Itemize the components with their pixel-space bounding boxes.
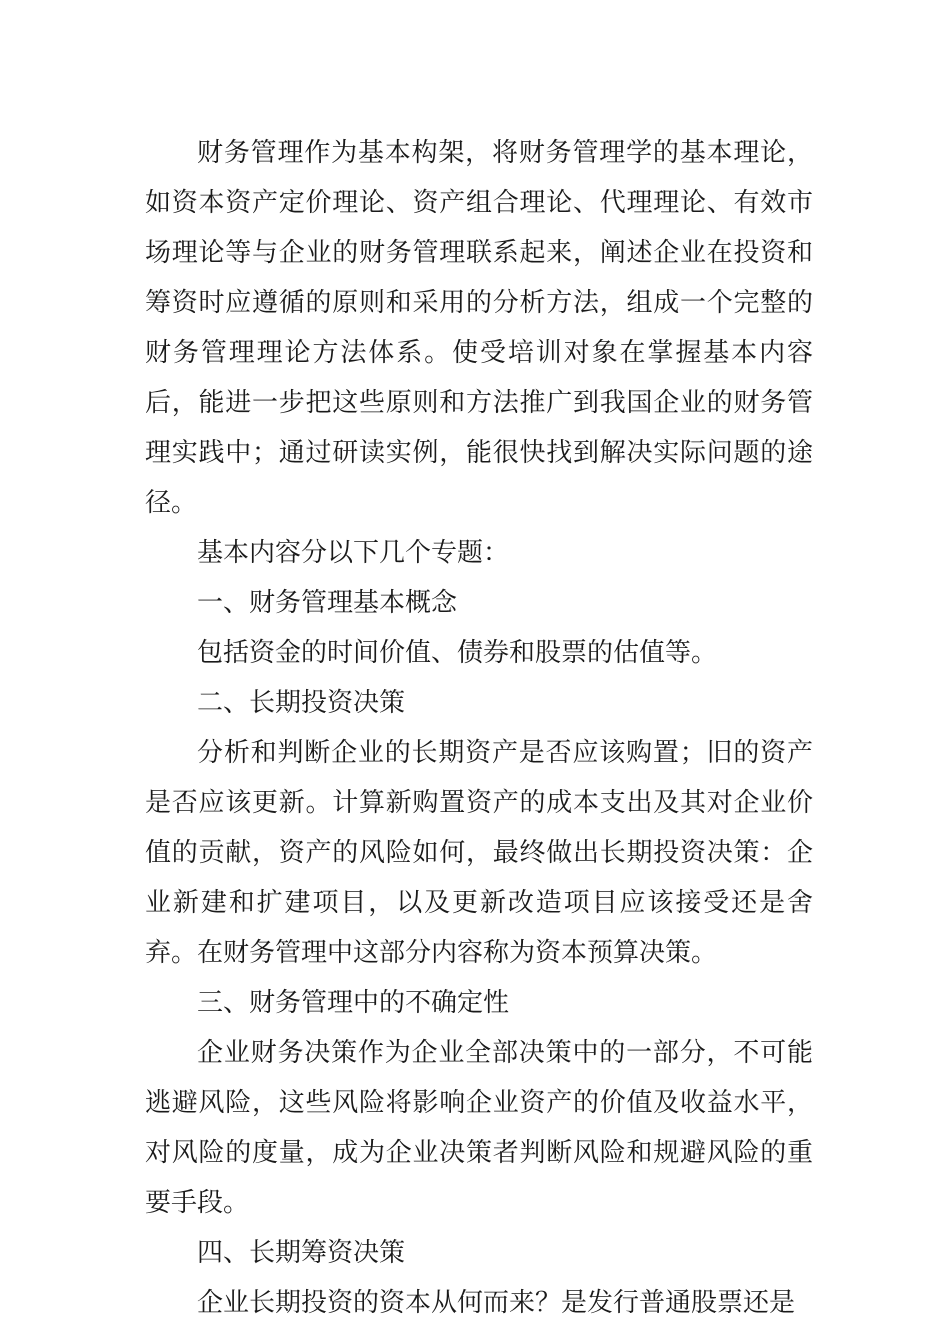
section-heading-1: 一、财务管理基本概念	[197, 588, 458, 618]
section-body-4: 企业长期投资的资本从何而来？是发行普通股票还是	[197, 1288, 796, 1318]
section-body-1: 包括资金的时间价值、债券和股票的估值等。	[197, 638, 718, 668]
document-body	[145, 128, 813, 1328]
section-heading-3: 三、财务管理中的不确定性	[197, 988, 510, 1018]
section-body-3: 企业财务决策作为企业全部决策中的一部分，不可能逃避风险，这些风险将影响企业资产的价值及收益水平，对风险的度量，成为企业决策者判断风险和规避风险的重要手段。	[145, 1038, 813, 1218]
topics-intro-paragraph: 基本内容分以下几个专题：	[197, 538, 510, 568]
section-heading-4: 四、长期筹资决策	[197, 1238, 406, 1268]
section-body-2: 分析和判断企业的长期资产是否应该购置；旧的资产是否应该更新。计算新购置资产的成本支出及其对企业价值的贡献，资产的风险如何，最终做出长期投资决策：企业新建和扩建项目，以及更新改造项目应该接受还是舍弃。在财务管理中这部分内容称为资本预算决策。	[145, 738, 813, 968]
intro-paragraph: 财务管理作为基本构架，将财务管理学的基本理论，如资本资产定价理论、资产组合理论、代理理论、有效市场理论等与企业的财务管理联系起来，阐述企业在投资和筹资时应遵循的原则和采用的分析方法，组成一个完整的财务管理理论方法体系。使受培训对象在掌握基本内容后，能进一步把这些原则和方法推广到我国企业的财务管理实践中；通过研读实例，能很快找到解决实际问题的途径。	[145, 138, 813, 518]
section-heading-2: 二、长期投资决策	[197, 688, 406, 718]
